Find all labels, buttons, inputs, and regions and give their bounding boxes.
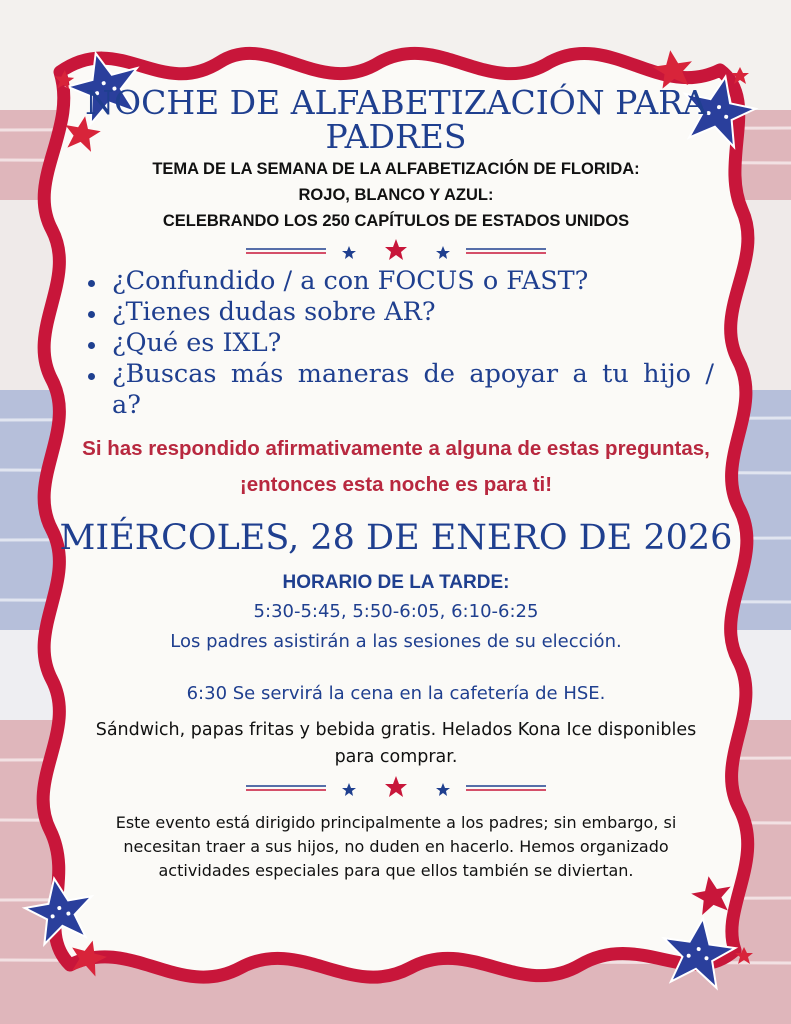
list-item: ¿Buscas más maneras de apoyar a tu hijo / a? [86,359,732,421]
question-list [60,266,732,421]
list-item: ¿Confundido / a con FOCUS o FAST? [86,266,732,297]
schedule-heading: HORARIO DE LA TARDE: [282,572,510,593]
dinner-info: 6:30 Se servirá la cena en la cafetería de HSE. [186,683,606,704]
star-icon [342,783,356,796]
page-title: NOCHE DE ALFABETIZACIÓN PARA PADRES [85,83,707,156]
star-icon [385,239,407,260]
star-icon [342,246,356,259]
star-icon [385,776,407,797]
schedule-note: Los padres asistirán a las sesiones de su elección. [170,631,622,652]
theme-line-1: TEMA DE LA SEMANA DE LA ALFABETIZACIÓN DE FLORIDA: [152,160,640,178]
star-icon [436,246,450,259]
flyer-content [60,78,732,883]
list-item: ¿Tienes dudas sobre AR? [86,297,732,328]
schedule-times: 5:30-5:45, 5:50-6:05, 6:10-6:25 [253,601,539,622]
theme-line-3: CELEBRANDO LOS 250 CAPÍTULOS DE ESTADOS UNIDOS [162,212,630,230]
star-divider [246,238,546,264]
theme-line-2: ROJO, BLANCO Y AZUL: [298,186,494,204]
closing-note: Este evento está dirigido principalmente a los padres; sin embargo, si necesitan traer a sus hijos, no duden en hacerlo. Hemos organizado actividades especiales para que ellos también se diviertan. [115,813,677,880]
food-info: Sándwich, papas fritas y bebida gratis. Helados Kona Ice disponibles para comprar. [95,720,697,767]
star-icon [436,783,450,796]
invitation-text: Si has respondido afirmativamente a alguna de estas preguntas, ¡entonces esta noche es para ti! [82,437,710,496]
star-divider [246,775,546,801]
list-item: ¿Qué es IXL? [86,328,732,359]
event-date: MIÉRCOLES, 28 DE ENERO DE 2026 [59,518,733,558]
